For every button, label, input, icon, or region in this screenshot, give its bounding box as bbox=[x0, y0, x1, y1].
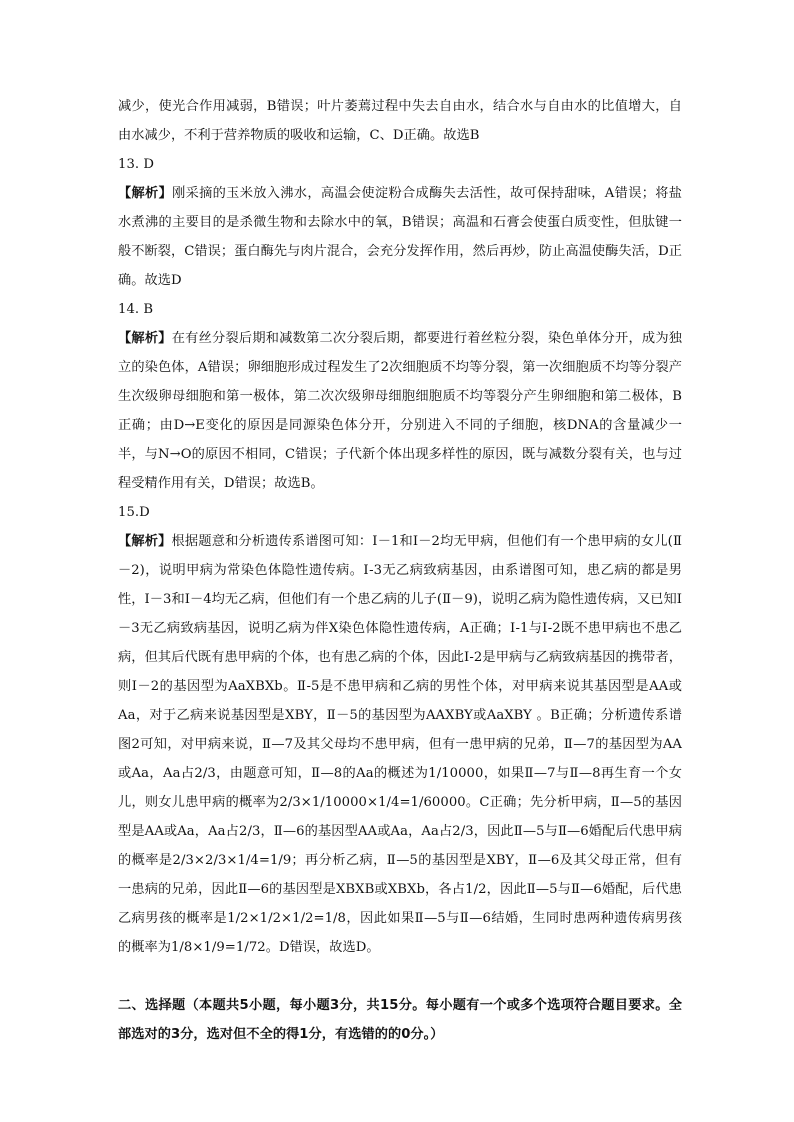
section-spacer bbox=[118, 962, 682, 991]
q15-answer: 15.D bbox=[118, 505, 150, 520]
q13-answer: 13. D bbox=[118, 157, 154, 172]
analysis-tag: 【解析】 bbox=[118, 534, 172, 549]
section-2-heading: 二、选择题（本题共5小题，每小题3分，共15分。每小题有一个或多个选项符合题目要求。全部选对的3分，选对但不全的得1分，有选错的的0分。） bbox=[118, 998, 682, 1042]
q15-explanation-text: 根据题意和分析遗传系谱图可知：Ⅰ－1和Ⅰ－2均无甲病，但他们有一个患甲病的女儿(Ⅱ－2)，说明甲病为常染色体隐性遗传病。Ⅰ-3无乙病致病基因，由系谱图可知，患乙病的都是男性，Ⅰ－3和Ⅰ－4均无乙病，但他们有一个患乙病的儿子(Ⅱ－9)，说明乙病为隐性遗传病，又已知Ⅰ－3无乙病致病基因，说明乙病为伴X染色体隐性遗传病，A正确；Ⅰ-1与Ⅰ-2既不患甲病也不患乙病，但其后代既有患甲病的个体，也有患乙病的个体，因此Ⅰ-2是甲病与乙病致病基因的携带者，则Ⅰ－2的基因型为AaXBXb。Ⅱ-5是不患甲病和乙病的男性个体，对甲病来说其基因型是AA或Aa，对于乙病来说基因型是XBY，Ⅱ－5的基因型为AAXBY或AaXBY 。B正确；分析遗传系谱图2可知，对甲病来说，Ⅱ—7及其父母均不患甲病，但有一患甲病的兄弟，Ⅱ—7的基因型为AA或Aa，Aa占2/3，由题意可知，Ⅱ—8的Aa的概述为1/10000，如果Ⅱ—7与Ⅱ—8再生育一个女儿，则女儿患甲病的概率为2/3×1/10000×1/4=1/60000。C正确；先分析甲病，Ⅱ—5的基因型是AA或Aa，Aa占2/3，Ⅱ—6的基因型AA或Aa，Aa占2/3，因此Ⅱ—5与Ⅱ—6婚配后代患甲病的概率是2/3×2/3×1/4=1/9；再分析乙病，Ⅱ—5的基因型是XBY，Ⅱ—6及其父母正常，但有一患病的兄弟，因此Ⅱ—6的基因型是XBXB或XBXb，各占1/2，因此Ⅱ—5与Ⅱ—6婚配，后代患乙病男孩的概率是1/2×1/2×1/2=1/8，因此如果Ⅱ—5与Ⅱ—6结婚，生同时患两种遗传病男孩的概率为1/8×1/9=1/72。D错误，故选D。 bbox=[118, 534, 683, 955]
q14-explanation-text: 在有丝分裂后期和减数第二次分裂后期，都要进行着丝粒分裂，染色单体分开，成为独立的染色体，A错误；卵细胞形成过程发生了2次细胞质不均等分裂，第一次细胞质不均等分裂产生次级卵母细胞和第一极体，第二次次级卵母细胞细胞质不均等裂分产生卵细胞和第二极体，B正确；由D→E变化的原因是同源染色体分开，分别进入不同的子细胞，核DNA的含量减少一半，与N→O的原因不相同，C错误；子代新个体出现多样性的原因，既与减数分裂有关，也与过程受精作用有关，D错误；故选B。 bbox=[118, 331, 682, 491]
analysis-tag: 【解析】 bbox=[118, 186, 173, 201]
analysis-tag: 【解析】 bbox=[118, 331, 172, 346]
q12-explanation-tail: 减少，使光合作用减弱，B错误；叶片萎蔫过程中失去自由水，结合水与自由水的比值增大，自由水减少，不利于营养物质的吸收和运输，C、D正确。故选B bbox=[118, 99, 682, 143]
q13-explanation bbox=[118, 179, 682, 295]
q14-answer: 14. B bbox=[118, 302, 154, 317]
q15-explanation bbox=[118, 527, 682, 962]
answer-explanations bbox=[118, 92, 682, 1049]
q13-explanation-text: 刚采摘的玉米放入沸水，高温会使淀粉合成酶失去活性，故可保持甜味，A错误；将盐水煮沸的主要目的是杀微生物和去除水中的氧，B错误；高温和石膏会使蛋白质变性，但肽键一般不断裂，C错误；蛋白酶先与肉片混合，会充分发挥作用，然后再炒，防止高温使酶失活，D正确。故选D bbox=[118, 186, 682, 288]
q14-explanation bbox=[118, 324, 682, 498]
